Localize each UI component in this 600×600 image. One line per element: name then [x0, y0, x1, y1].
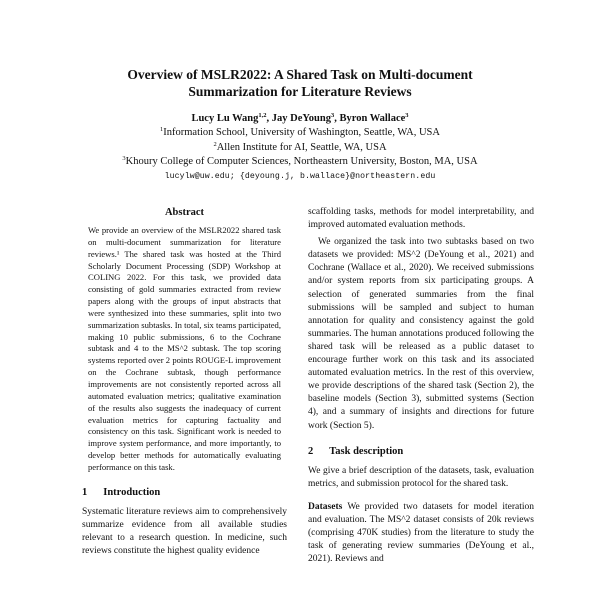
body-paragraph: We organized the task into two subtasks based on two datasets we provided: MS^2 (DeYoung et al., 2021) and Cochrane (Wallace et al., 2020). We received submissions and/or system reports from six participating groups. A selection of generated summaries from the final submissions will be sampled and subject to human annotation for quality and consistency against the gold summaries. The human annotations produced following the shared task will be released as a public dataset to encourage further work on this task and its associated automated evaluation metrics. In the rest of this overview, we provide descriptions of the shared task (Section 2), the baseline models (Section 3), submitted systems (Section 4), and a summary of insights and directions for future work (Section 5).	[308, 237, 534, 431]
author: Jay DeYoung$^3$,	[271, 112, 340, 124]
section-title: Introduction	[103, 486, 161, 498]
section-heading-introduction	[82, 486, 287, 500]
task-description-paragraph: We give a brief description of the datasets, task, evaluation metrics, and submission protocol for the shared task.	[308, 465, 534, 489]
datasets-paragraph	[308, 501, 534, 566]
section-title: Task description	[329, 445, 404, 457]
affiliations	[40, 126, 560, 170]
section-number: 2	[308, 445, 314, 457]
body-paragraph: scaffolding tasks, methods for model interpretability, and improved automated evaluation methods.	[308, 207, 534, 231]
title-line-1: Overview of MSLR2022: A Shared Task on Multi-document	[127, 67, 473, 82]
paper-title	[60, 66, 540, 100]
section-heading-task-description	[308, 445, 534, 459]
datasets-runin-heading: Datasets	[308, 501, 343, 512]
author: Lucy Lu Wang$^{1,2}$,	[191, 112, 272, 124]
introduction-paragraph: Systematic literature reviews aim to comprehensively summarize evidence from all available studies relevant to a research question. In medicine, such reviews constitute the highest quality evidence	[82, 506, 287, 556]
affiliation: $^1$Information School, University of Washington, Seattle, WA, USA	[160, 126, 440, 138]
abstract-heading: Abstract	[164, 207, 205, 218]
affiliation: $^3$Khoury College of Computer Sciences, Northeastern University, Boston, MA, USA	[122, 155, 478, 167]
left-column	[82, 206, 287, 558]
datasets-text: We provided two datasets for model iteration and evaluation. The MS^2 dataset consists of 20k reviews (comprising 470K studies) from the literature to study the task of generating review summaries (DeYoung et al., 2021). Reviews and	[308, 501, 534, 565]
author-list	[60, 112, 540, 126]
author: Byron Wallace$^3$	[339, 112, 409, 124]
affiliation: $^2$Allen Institute for AI, Seattle, WA, USA	[213, 140, 387, 153]
abstract-text: We provide an overview of the MSLR2022 shared task on multi-document summarization for literature reviews.¹ The shared task was hosted at the Third Scholarly Document Processing (SDP) Workshop at COLING 2022. For this task, we provided data consisting of gold summaries extracted from review papers along with the groups of input abstracts that were synthesized into these summaries, split into two summarization subtasks. In total, six teams participated, making 10 public submissions, 6 to the Cochrane subtask and 4 to the MS^2 subtask. The top scoring systems reported over 2 points ROUGE-L improvement on the Cochrane subtask, though performance improvements are not consistently reported across all automated evaluation metrics; qualitative examination of the results also suggests the inadequacy of current evaluation metrics for capturing factuality and consistency on this task. Significant work is needed to improve system performance, and more importantly, to develop better methods for automatically evaluating performance on this task.	[88, 225, 281, 472]
right-column	[308, 206, 534, 566]
author-emails: lucylw@uw.edu; {deyoung.j, b.wallace}@northeastern.edu	[164, 172, 436, 181]
section-number: 1	[82, 486, 88, 498]
title-line-2: Summarization for Literature Reviews	[188, 84, 412, 99]
